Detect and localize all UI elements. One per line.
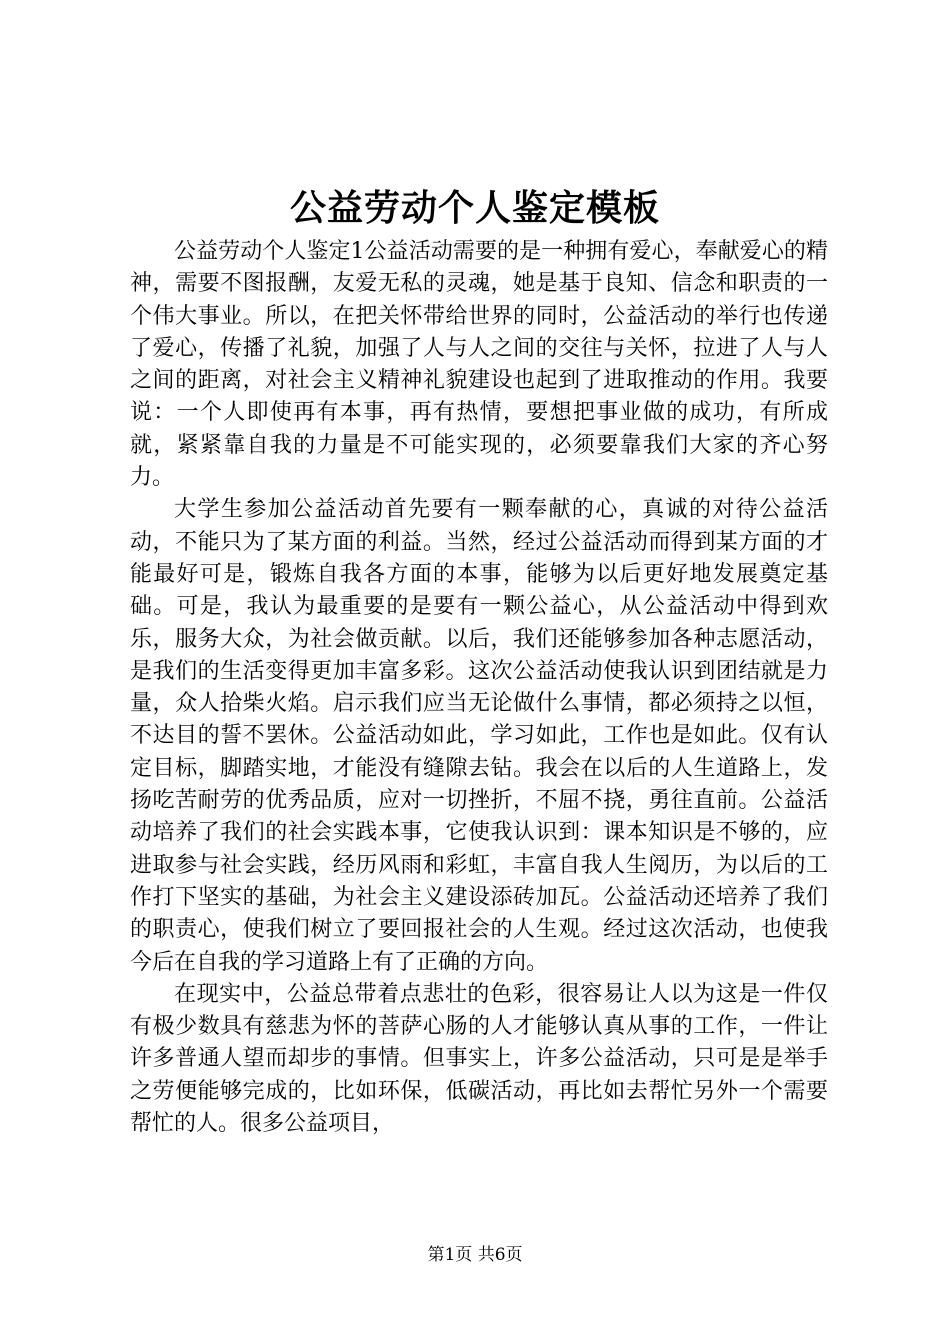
paragraph-3: 在现实中，公益总带着点悲壮的色彩，很容易让人以为这是一件仅有极少数具有慈悲为怀的菩萨心肠的人才能够认真从事的工作，一件让许多普通人望而却步的事情。但事实上，许多公益活动，只可是是举手之劳便能够完成的，比如环保，低碳活动，再比如去帮忙另外一个需要帮忙的人。很多公益项目， — [130, 981, 828, 1137]
page-footer: 第1页 共6页 — [427, 1245, 523, 1265]
paragraph-2: 大学生参加公益活动首先要有一颗奉献的心，真诚的对待公益活动，不能只为了某方面的利益。当然，经过公益活动而得到某方面的才能最好可是，锻炼自我各方面的本事，能够为以后更好地发展奠定基础。可是，我认为最重要的是要有一颗公益心，从公益活动中得到欢乐，服务大众，为社会做贡献。以后，我们还能够参加各种志愿活动，是我们的生活变得更加丰富多彩。这次公益活动使我认识到团结就是力量，众人拾柴火焰。启示我们应当无论做什么事情，都必须持之以恒，不达目的誓不罢休。公益活动如此，学习如此，工作也是如此。仅有认定目标，脚踏实地，才能没有缝隙去钻。我会在以后的人生道路上，发扬吃苦耐劳的优秀品质，应对一切挫折，不屈不挠，勇往直前。公益活动培养了我们的社会实践本事，它使我认识到：课本知识是不够的，应进取参与社会实践，经历风雨和彩虹，丰富自我人生阅历，为以后的工作打下坚实的基础，为社会主义建设添砖加瓦。公益活动还培养了我们的职责心，使我们树立了要回报社会的人生观。经过这次活动，也使我今后在自我的学习道路上有了正确的方向。 — [130, 497, 828, 975]
document-title: 公益劳动个人鉴定模板 — [289, 187, 660, 229]
paragraph-1: 公益劳动个人鉴定1公益活动需要的是一种拥有爱心，奉献爱心的精神，需要不图报酬，友爱无私的灵魂，她是基于良知、信念和职责的一个伟大事业。所以，在把关怀带给世界的同时，公益活动的举行也传递了爱心，传播了礼貌，加强了人与人之间的交往与关怀，拉进了人与人之间的距离，对社会主义精神礼貌建设也起到了进取推动的作用。我要说：一个人即使再有本事，再有热情，要想把事业做的成功，有所成就，紧紧靠自我的力量是不可能实现的，必须要靠我们大家的齐心努力。 — [130, 239, 828, 491]
document-body — [130, 236, 828, 1140]
